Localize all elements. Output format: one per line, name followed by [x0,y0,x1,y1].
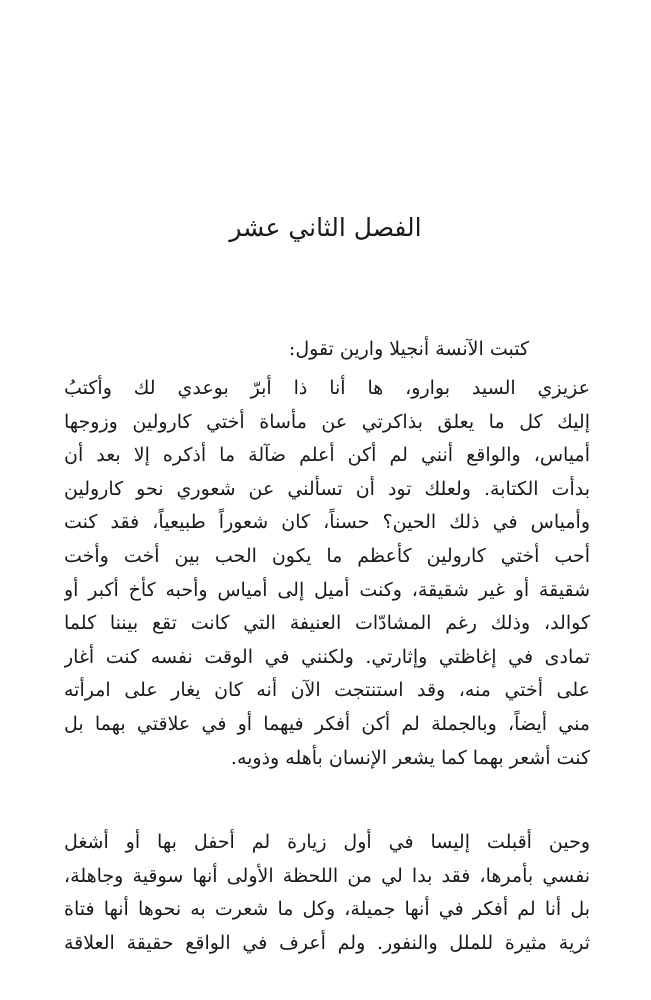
paragraph-line: مني أيضاً، وبالجملة لم أكن أفكر فيهما أو في علاقتي بهما بل [64,712,590,735]
paragraph-line: بدأت الكتابة. ولعلك تود أن تسألني عن شعوري نحو كارولين [64,477,590,500]
paragraph-line: أحب أختي كارولين كأعظم ما يكون الحب بين أخت وأخت [64,544,590,567]
paragraph-line: وحين أقبلت إليسا في أول زيارة لم أحفل بها أو أشغل [64,831,590,853]
paragraph-line: بل أنا لم أفكر في أنها جميلة، وكل ما شعرت به نحوها أنها فتاة [64,898,590,921]
paragraph-1 [64,372,590,775]
paragraph-line: كنت أشعر بهما كما يشعر الإنسان بأهله وذويه. [230,746,590,769]
paragraph-line: تمادى في إغاظتي وإثارتي. ولكنني في الوقت نفسه كنت أغار [64,645,590,668]
chapter-title: الفصل الثاني عشر [229,213,422,242]
paragraph-line: ثرية مثيرة للملل والنفور. ولم أعرف في الواقع حقيقة العلاقة [64,931,590,954]
paragraph-line: إليك كل ما يعلق بذاكرتي عن مأساة أختي كارولين وزوجها [64,410,590,433]
paragraph-line: وأمياس في ذلك الحين؟ حسناً، كان شعوراً طبيعياً، فقد كنت [64,511,590,534]
letter-intro: كتبت الآنسة أنجيلا وارين تقول: [288,338,529,360]
paragraph-line: نفسي بأمرها، فقد بدا لي من اللحظة الأولى أنها سوقية وجاهلة، [64,864,590,887]
paragraph-line: كوالد، وذلك رغم المشادّات العنيفة التي كانت تقع بيننا كلما [64,612,590,635]
paragraph-line: عزيزي السيد بوارو، ها أنا ذا أبرّ بوعدي لك وأكتبُ [64,377,590,399]
paragraph-line: على أختي منه، وقد استنتجت الآن أنه كان يغار على امرأته [64,679,590,702]
paragraph-line: أمياس، والواقع أنني لم أكن أعلم ضآلة ما أذكره إلا بعد أن [64,444,590,467]
paragraph-2 [64,826,590,960]
paragraph-line: شقيقة أو غير شقيقة، وكنت أميل إلى أمياس وأحبه كأخ أكبر أو [64,578,590,601]
